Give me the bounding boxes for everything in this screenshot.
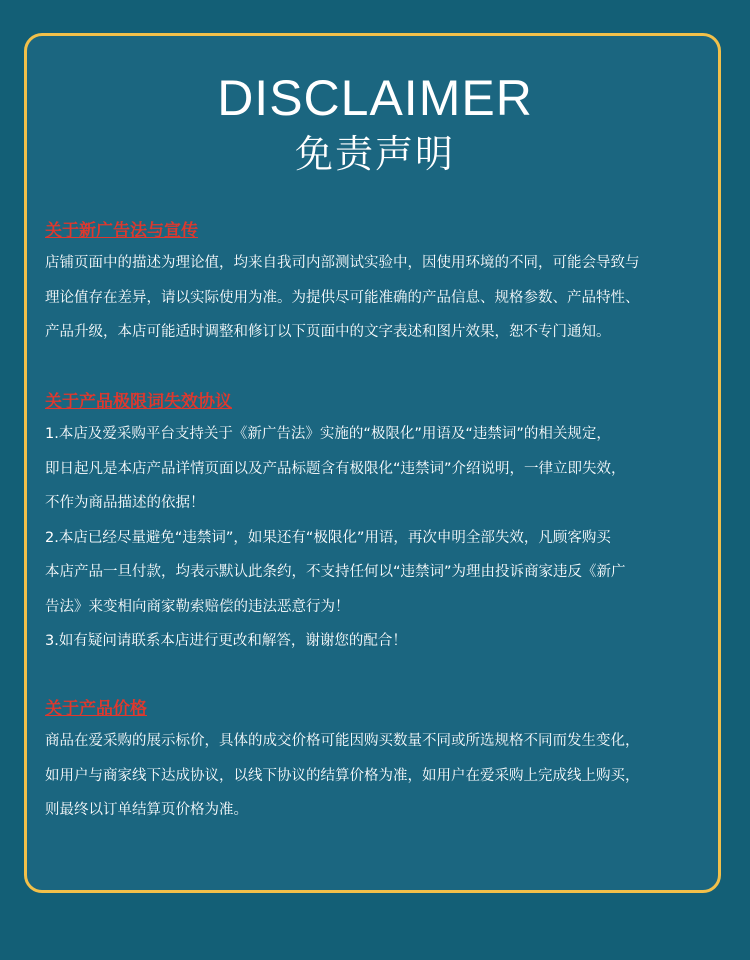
section-heading: 关于产品价格 (45, 699, 147, 719)
section-extreme-words (45, 390, 710, 659)
paragraph-line: 2.本店已经尽量避免“违禁词”，如果还有“极限化”用语，再次申明全部失效，凡顾客购买 (45, 529, 611, 546)
paragraph-line: 告法》来变相向商家勒索赔偿的违法恶意行为！ (45, 598, 350, 615)
paragraph-line: 不作为商品描述的依据！ (45, 495, 205, 511)
paragraph-line: 如用户与商家线下达成协议，以线下协议的结算价格为准，如用户在爱采购上完成线上购买， (45, 767, 640, 784)
page-title-english: DISCLAIMER (217, 70, 533, 126)
section-heading: 关于新广告法与宣传 (45, 221, 198, 241)
paragraph-line: 本店产品一旦付款，均表示默认此条约，不支持任何以“违禁词”为理由投诉商家违反《新广 (45, 564, 626, 580)
paragraph-line: 商品在爱采购的展示标价，具体的成交价格可能因购买数量不同或所选规格不同而发生变化， (45, 733, 640, 749)
paragraph-line: 1.本店及爱采购平台支持关于《新广告法》实施的“极限化”用语及“违禁词”的相关规定， (45, 426, 611, 442)
paragraph-line: 3.如有疑问请联系本店进行更改和解答，谢谢您的配合！ (45, 633, 407, 649)
paragraph-line: 产品升级，本店可能适时调整和修订以下页面中的文字表述和图片效果，恕不专门通知。 (45, 324, 611, 340)
paragraph-line: 理论值存在差异，请以实际使用为准。为提供尽可能准确的产品信息、规格参数、产品特性、 (45, 289, 640, 306)
page-title-chinese: 免责声明 (294, 132, 455, 176)
paragraph-line: 店铺页面中的描述为理论值，均来自我司内部测试实验中，因使用环境的不同，可能会导致与 (45, 255, 640, 271)
paragraph-line: 即日起凡是本店产品详情页面以及产品标题含有极限化“违禁词”介绍说明，一律立即失效， (45, 460, 626, 477)
paragraph-line: 则最终以订单结算页价格为准。 (45, 802, 248, 818)
section-advertising-law (45, 219, 710, 350)
section-product-price (45, 697, 710, 828)
section-heading: 关于产品极限词失效协议 (45, 392, 232, 412)
